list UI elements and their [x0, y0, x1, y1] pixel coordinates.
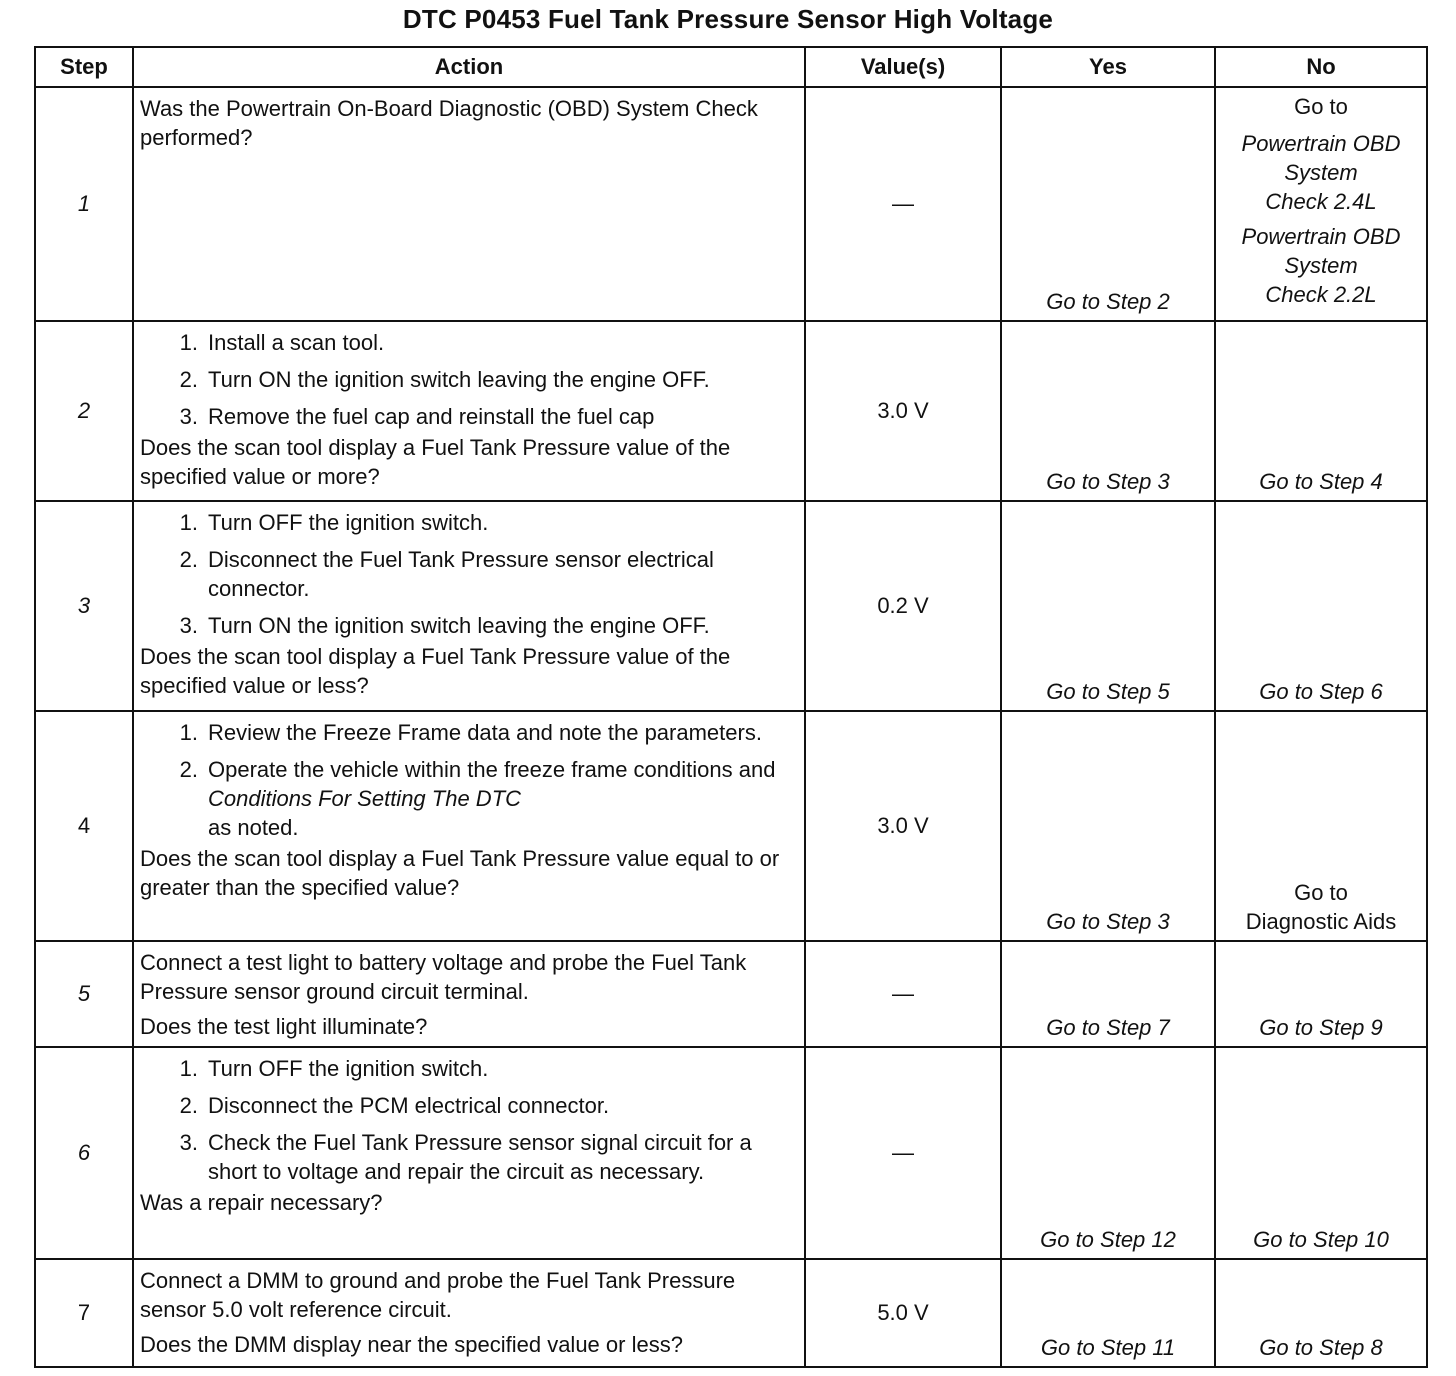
no-cell[interactable]: Go to Step 9: [1215, 941, 1427, 1047]
step-number: 5: [35, 941, 133, 1047]
action-text: Was the Powertrain On-Board Diagnostic (OBD) System Check performed?: [140, 96, 758, 150]
table-row: [35, 87, 1427, 321]
no-cell[interactable]: [1215, 711, 1427, 941]
list-item: [140, 328, 790, 357]
no-cell[interactable]: Go to Step 6: [1215, 501, 1427, 711]
list-number: 2.: [179, 547, 198, 572]
no-reference-variant: Check 2.2L: [1265, 282, 1377, 307]
list-number: 3.: [179, 1130, 198, 1155]
list-number: 2.: [179, 1093, 198, 1118]
table-row: [35, 711, 1427, 941]
action-list: [140, 718, 790, 842]
list-number: 1.: [179, 510, 198, 535]
action-question: Does the scan tool display a Fuel Tank Pressure value of the specified value or less?: [140, 644, 731, 698]
action-cell: [133, 87, 805, 321]
yes-cell[interactable]: Go to Step 5: [1001, 501, 1215, 711]
action-list: [140, 1054, 790, 1186]
list-text: Turn ON the ignition switch leaving the engine OFF.: [208, 367, 710, 392]
action-cell: [133, 321, 805, 501]
list-number: 1.: [179, 720, 198, 745]
list-number: 3.: [179, 404, 198, 429]
list-text-part: Operate the vehicle within the freeze frame conditions and: [208, 757, 776, 782]
yes-cell: Go to Step 2: [1001, 87, 1215, 321]
list-number: 2.: [179, 757, 198, 782]
header-yes: Yes: [1001, 47, 1215, 87]
action-question: Does the scan tool display a Fuel Tank Pressure value equal to or greater than the specified value?: [140, 846, 780, 900]
yes-cell[interactable]: Go to Step 12: [1001, 1047, 1215, 1259]
list-item: [140, 611, 790, 640]
value-cell: 5.0 V: [805, 1259, 1001, 1367]
list-number: 3.: [179, 613, 198, 638]
no-intro: Go to: [1294, 94, 1348, 119]
list-item: [140, 755, 790, 842]
list-number: 1.: [179, 1056, 198, 1081]
list-item: [140, 508, 790, 537]
action-text: Connect a test light to battery voltage and probe the Fuel Tank Pressure sensor ground circuit terminal.: [140, 950, 747, 1004]
no-reference-variant: Check 2.4L: [1265, 189, 1377, 214]
yes-cell[interactable]: Go to Step 3: [1001, 711, 1215, 941]
action-question: Does the scan tool display a Fuel Tank Pressure value of the specified value or more?: [140, 435, 731, 489]
action-cell: [133, 941, 805, 1047]
no-cell[interactable]: Go to Step 4: [1215, 321, 1427, 501]
list-text: Disconnect the Fuel Tank Pressure sensor electrical connector.: [208, 547, 714, 601]
table-row: [35, 941, 1427, 1047]
action-list: [140, 328, 790, 431]
conditions-reference[interactable]: Conditions For Setting The DTC: [208, 786, 522, 811]
list-number: 1.: [179, 330, 198, 355]
diagnostic-aids-reference: Diagnostic Aids: [1245, 909, 1397, 934]
table-row: [35, 1259, 1427, 1367]
yes-cell[interactable]: Go to Step 3: [1001, 321, 1215, 501]
no-reference-title: Powertrain OBD System: [1241, 131, 1401, 185]
step-number: 3: [35, 501, 133, 711]
step-number: 1: [35, 87, 133, 321]
action-question: Does the DMM display near the specified value or less?: [140, 1332, 683, 1357]
list-text: [208, 755, 790, 842]
list-item: [140, 1091, 790, 1120]
action-cell: [133, 501, 805, 711]
page-title: DTC P0453 Fuel Tank Pressure Sensor High Voltage: [402, 4, 1054, 34]
list-text: Remove the fuel cap and reinstall the fuel cap: [208, 404, 655, 429]
action-cell: [133, 1047, 805, 1259]
yes-cell[interactable]: Go to Step 11: [1001, 1259, 1215, 1367]
value-cell: —: [805, 1047, 1001, 1259]
step-number: 2: [35, 321, 133, 501]
list-text: Disconnect the PCM electrical connector.: [208, 1093, 610, 1118]
list-item: [140, 718, 790, 747]
value-cell: —: [805, 87, 1001, 321]
value-cell: —: [805, 941, 1001, 1047]
table-row: [35, 321, 1427, 501]
step-number: 4: [35, 711, 133, 941]
list-text: Turn OFF the ignition switch.: [208, 510, 489, 535]
yes-cell[interactable]: Go to Step 7: [1001, 941, 1215, 1047]
action-question: Was a repair necessary?: [140, 1190, 383, 1215]
list-text: Install a scan tool.: [208, 330, 385, 355]
action-cell: [133, 1259, 805, 1367]
table-row: [35, 1047, 1427, 1259]
action-text: Connect a DMM to ground and probe the Fuel Tank Pressure sensor 5.0 volt reference circuit.: [140, 1268, 736, 1322]
list-text: Turn ON the ignition switch leaving the engine OFF.: [208, 613, 710, 638]
value-cell: 0.2 V: [805, 501, 1001, 711]
value-cell: 3.0 V: [805, 321, 1001, 501]
table-header-row: [35, 47, 1427, 87]
header-step: Step: [35, 47, 133, 87]
table-row: [35, 501, 1427, 711]
value-cell: 3.0 V: [805, 711, 1001, 941]
no-reference-link[interactable]: [1216, 129, 1426, 216]
list-item: [140, 365, 790, 394]
no-reference-title: Powertrain OBD System: [1241, 224, 1401, 278]
action-list: [140, 508, 790, 640]
list-text: Check the Fuel Tank Pressure sensor signal circuit for a short to voltage and repair the circuit as necessary.: [208, 1130, 752, 1184]
action-cell: [133, 711, 805, 941]
action-question: Does the test light illuminate?: [140, 1014, 428, 1039]
list-number: 2.: [179, 367, 198, 392]
no-cell: [1215, 87, 1427, 321]
list-text: Review the Freeze Frame data and note the parameters.: [208, 720, 762, 745]
header-no: No: [1215, 47, 1427, 87]
no-cell[interactable]: Go to Step 10: [1215, 1047, 1427, 1259]
header-action: Action: [133, 47, 805, 87]
list-item: [140, 402, 790, 431]
list-item: [140, 545, 790, 603]
header-values: Value(s): [805, 47, 1001, 87]
list-text-part: as noted.: [208, 815, 299, 840]
diagnostic-table: [34, 46, 1428, 1368]
no-cell[interactable]: Go to Step 8: [1215, 1259, 1427, 1367]
no-reference-link[interactable]: [1216, 222, 1426, 309]
list-text: Turn OFF the ignition switch.: [208, 1056, 489, 1081]
step-number: 7: [35, 1259, 133, 1367]
no-intro: Go to: [1294, 880, 1348, 905]
list-item: [140, 1054, 790, 1083]
step-number: 6: [35, 1047, 133, 1259]
list-item: [140, 1128, 790, 1186]
